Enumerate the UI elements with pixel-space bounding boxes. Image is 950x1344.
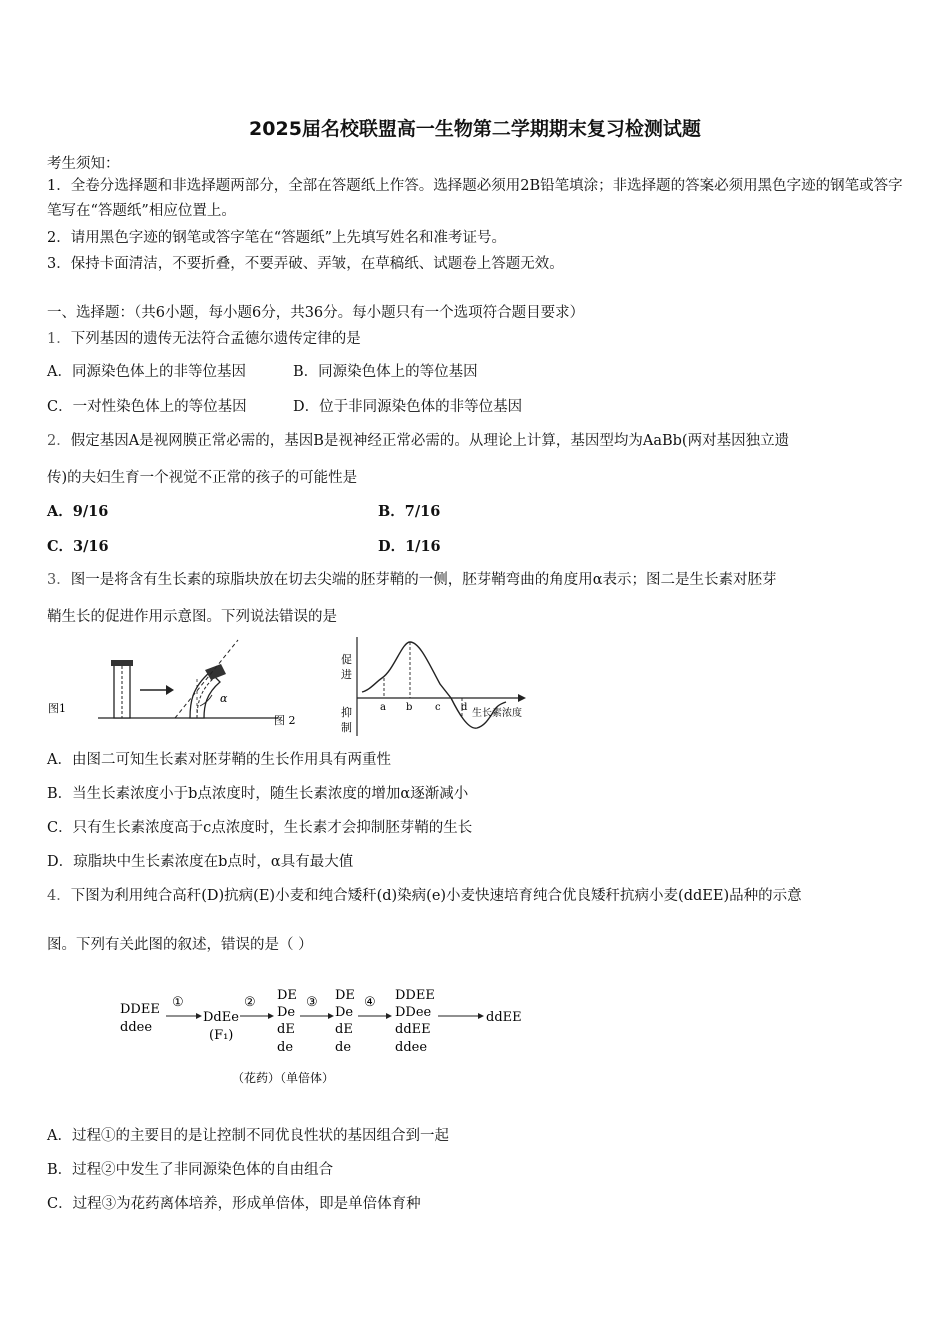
haploid-2: De [335, 1005, 354, 1020]
alpha-label: α [220, 692, 228, 705]
diploid-3: ddEE [395, 1022, 431, 1037]
f1-genotype: DdEe [203, 1010, 239, 1025]
step-1-label: ① [172, 995, 184, 1010]
question-4-option-b: B．过程②中发生了非同源染色体的自由组合 [47, 1162, 334, 1178]
question-4-option-c: C．过程③为花药离体培养，形成单倍体，即是单倍体育种 [47, 1196, 421, 1212]
haploid-1: DE [335, 988, 355, 1003]
x-axis-arrow [518, 694, 526, 702]
reference-line [175, 640, 238, 718]
gamete-4: de [277, 1040, 294, 1055]
question-3-text: 图一是将含有生长素的琼脂块放在切去尖端的胚芽鞘的一侧，胚芽鞘弯曲的角度用α表示；图二是生长素对胚芽 [70, 572, 777, 588]
section-heading: 一、选择题：（共6小题，每小题6分，共36分。每小题只有一个选项符合题目要求） [47, 305, 585, 321]
question-2-option-c: C．3/16 [47, 538, 109, 555]
diploid-1: DDEE [395, 988, 435, 1003]
question-3-option-a: A．由图二可知生长素对胚芽鞘的生长作用具有两重性 [47, 752, 391, 768]
parent-ddee-upper: DDEE [120, 1002, 160, 1017]
question-3-stem-line1 [47, 568, 777, 589]
question-2-stem-line2: 传)的夫妇生育一个视觉不正常的孩子的可能性是 [47, 470, 358, 486]
question-2-option-a: A．9/16 [47, 503, 109, 520]
figure-1-label: 图1 [48, 702, 66, 715]
arrow-5-head [478, 1013, 484, 1019]
notice-item-3: 3．保持卡面清洁，不要折叠，不要弄破、弄皱，在草稿纸、试题卷上答题无效。 [47, 256, 564, 272]
question-3-option-c: C．只有生长素浓度高于c点浓度时，生长素才会抑制胚芽鞘的生长 [47, 820, 473, 836]
haploid-3: dE [335, 1022, 353, 1037]
step-2-label: ② [244, 995, 256, 1010]
arrow-2-head [268, 1013, 274, 1019]
agar-block [111, 660, 133, 666]
gamete-1: DE [277, 988, 297, 1003]
y-label-inhibit-1: 抑 [341, 706, 352, 719]
question-2-option-b: B．7/16 [378, 503, 441, 520]
x-axis-label: 生长素浓度 [472, 708, 522, 719]
figure-1 [48, 640, 278, 718]
y-label-inhibit-2: 制 [341, 721, 352, 734]
question-1-option-d: D．位于非同源染色体的非等位基因 [293, 399, 523, 415]
haploid-4: de [335, 1040, 352, 1055]
point-d-label: d [461, 702, 468, 713]
breeding-diagram [110, 982, 540, 1092]
question-3-figures [40, 632, 560, 742]
arrow-4-head [386, 1013, 392, 1019]
question-3-number: 3． [47, 572, 71, 588]
parent-ddee-lower: ddee [120, 1020, 153, 1035]
question-4-option-a: A．过程①的主要目的是让控制不同优良性状的基因组合到一起 [47, 1128, 449, 1144]
question-1-text: 下列基因的遗传无法符合孟德尔遗传定律的是 [70, 331, 361, 347]
question-1-number: 1． [47, 331, 71, 347]
point-b-label: b [406, 702, 413, 713]
question-2-option-d: D．1/16 [378, 538, 441, 555]
point-a-label: a [380, 702, 386, 713]
diploid-2: DDee [395, 1005, 432, 1020]
figure-2 [274, 637, 526, 736]
question-3-option-b: B．当生长素浓度小于b点浓度时，随生长素浓度的增加α逐渐减小 [47, 786, 469, 802]
question-4-number: 4． [47, 888, 71, 904]
f1-label: (F₁) [209, 1028, 234, 1043]
question-1-option-c: C．一对性染色体上的等位基因 [47, 399, 247, 415]
point-c-label: c [435, 702, 441, 713]
y-label-promote-2: 进 [341, 668, 352, 681]
gamete-3: dE [277, 1022, 295, 1037]
question-1-option-b: B．同源染色体上的等位基因 [293, 364, 478, 380]
question-3-option-d: D．琼脂块中生长素浓度在b点时，α具有最大值 [47, 854, 354, 870]
notice-item-1: 1．全卷分选择题和非选择题两部分，全部在答题纸上作答。选择题必须用2B铅笔填涂；非选择题的答案必须用黑色字迹的钢笔或答字笔写在“答题纸”相应位置上。 [47, 178, 903, 219]
result-genotype: ddEE [486, 1010, 522, 1025]
arrow-3-head [328, 1013, 334, 1019]
arrow-1-head [196, 1013, 202, 1019]
upright-coleoptile [111, 660, 133, 718]
right-arrow-icon [140, 685, 174, 695]
figure-2-label: 图 2 [274, 714, 296, 727]
y-label-promote-1: 促 [341, 653, 352, 666]
gamete-2: De [277, 1005, 296, 1020]
question-2-text: 假定基因A是视网膜正常必需的，基因B是视神经正常必需的。从理论上计算，基因型均为AaBb(两对基因独立遗 [70, 433, 790, 449]
page-title: 2025届名校联盟高一生物第二学期期末复习检测试题 [249, 118, 701, 140]
question-1-option-a: A．同源染色体上的非等位基因 [47, 364, 246, 380]
question-4-text: 下图为利用纯合高秆(D)抗病(E)小麦和纯合矮秆(d)染病(e)小麦快速培育纯合优良矮秆抗病小麦(ddEE)品种的示意 [70, 888, 802, 904]
notice-heading: 考生须知： [47, 156, 120, 172]
question-1-stem [47, 327, 361, 348]
bent-coleoptile [190, 664, 226, 718]
question-3-stem-line2: 鞘生长的促进作用示意图。下列说法错误的是 [47, 609, 337, 625]
notice-item-2: 2．请用黑色字迹的钢笔或答字笔在“答题纸”上先填写姓名和准考证号。 [47, 230, 507, 246]
diagram-caption: （花药）（单倍体） [232, 1071, 335, 1085]
question-4-stem-line1 [47, 884, 802, 905]
question-2-stem-line1 [47, 429, 789, 450]
step-4-label: ④ [364, 995, 376, 1010]
question-2-number: 2． [47, 433, 71, 449]
question-4-stem-line2: 图。下列有关此图的叙述，错误的是（ ） [47, 937, 313, 953]
step-3-label: ③ [306, 995, 318, 1010]
diploid-4: ddee [395, 1040, 428, 1055]
